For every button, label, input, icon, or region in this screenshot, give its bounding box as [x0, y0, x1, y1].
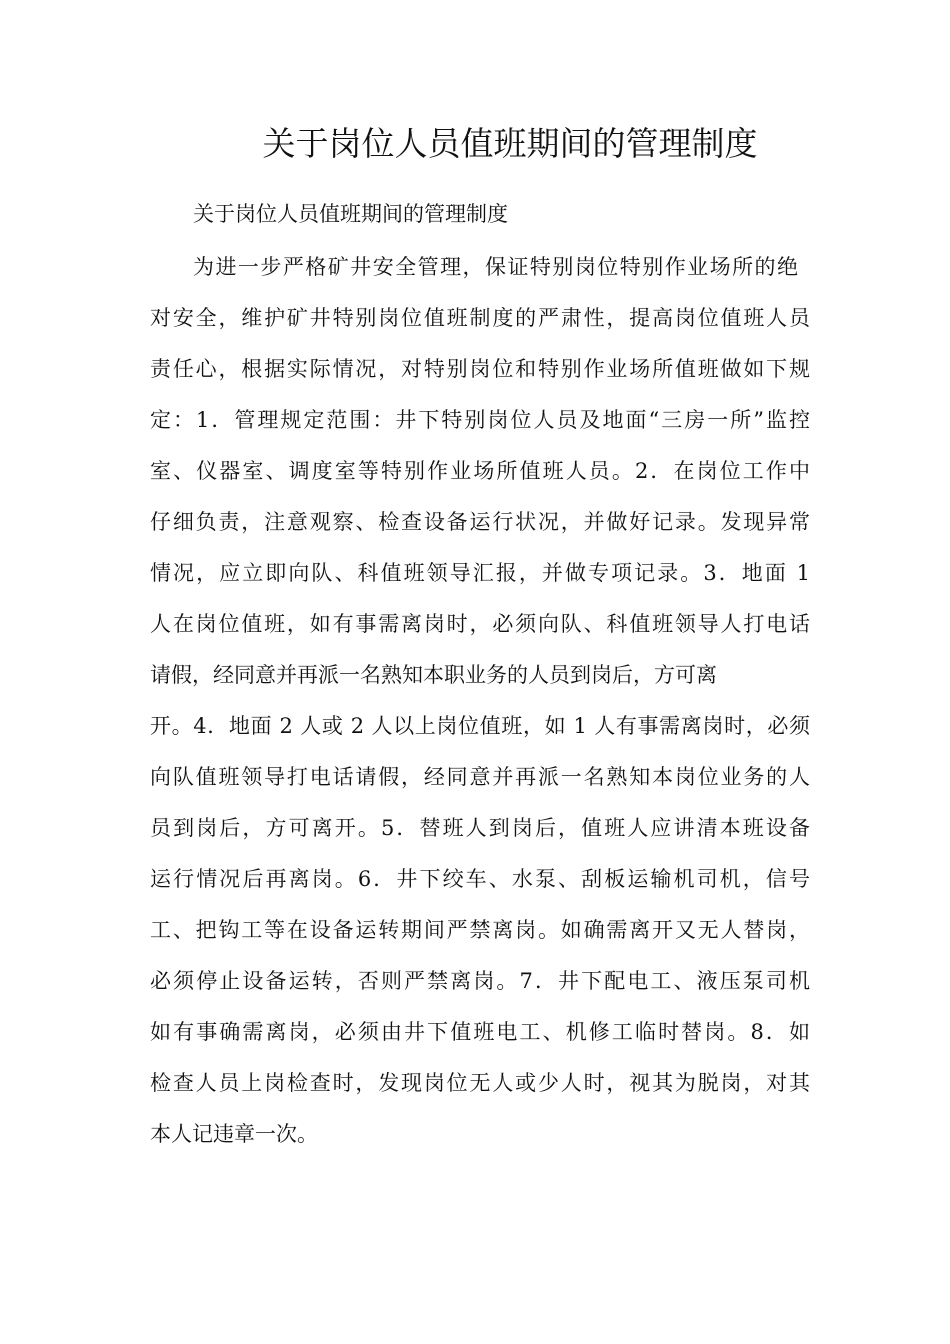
body-text-line: 工、把钩工等在设备运转期间严禁离岗。如确需离开又无人替岗，	[150, 918, 810, 942]
body-text-line: 责任心，根据实际情况，对特别岗位和特别作业场所值班做如下规	[150, 357, 810, 381]
document-subtitle: 关于岗位人员值班期间的管理制度	[193, 202, 508, 226]
body-text-line: 必须停止设备运转，否则严禁离岗。7．井下配电工、液压泵司机	[150, 969, 810, 993]
body-text-line: 人在岗位值班，如有事需离岗时，必须向队、科值班领导人打电话	[150, 612, 810, 636]
body-text-line: 对安全，维护矿井特别岗位值班制度的严肃性，提高岗位值班人员	[150, 306, 810, 330]
page-title: 关于岗位人员值班期间的管理制度	[262, 124, 758, 163]
body-text-line: 情况，应立即向队、科值班领导汇报，并做专项记录。3．地面 1	[150, 561, 810, 585]
body-text-line: 员到岗后，方可离开。5．替班人到岗后，值班人应讲清本班设备	[150, 816, 810, 840]
body-text-line: 为进一步严格矿井安全管理，保证特别岗位特别作业场所的绝	[193, 255, 798, 279]
body-text-line: 本人记违章一次。	[150, 1122, 318, 1146]
body-text-line: 检查人员上岗检查时，发现岗位无人或少人时，视其为脱岗，对其	[150, 1071, 810, 1095]
body-text-line: 室、仪器室、调度室等特别作业场所值班人员。2．在岗位工作中	[150, 459, 810, 483]
body-text-line: 向队值班领导打电话请假，经同意并再派一名熟知本岗位业务的人	[150, 765, 810, 789]
body-text-line: 仔细负责，注意观察、检查设备运行状况，并做好记录。发现异常	[150, 510, 810, 534]
body-text-line: 如有事确需离岗，必须由井下值班电工、机修工临时替岗。8．如	[150, 1020, 810, 1044]
body-text-line: 开。4．地面 2 人或 2 人以上岗位值班，如 1 人有事需离岗时，必须	[150, 714, 810, 738]
body-text-line: 定：1．管理规定范围：井下特别岗位人员及地面“三房一所”监控	[150, 408, 810, 432]
body-text-line: 请假，经同意并再派一名熟知本职业务的人员到岗后，方可离	[150, 663, 717, 687]
body-text-line: 运行情况后再离岗。6．井下绞车、水泵、刮板运输机司机，信号	[150, 867, 810, 891]
